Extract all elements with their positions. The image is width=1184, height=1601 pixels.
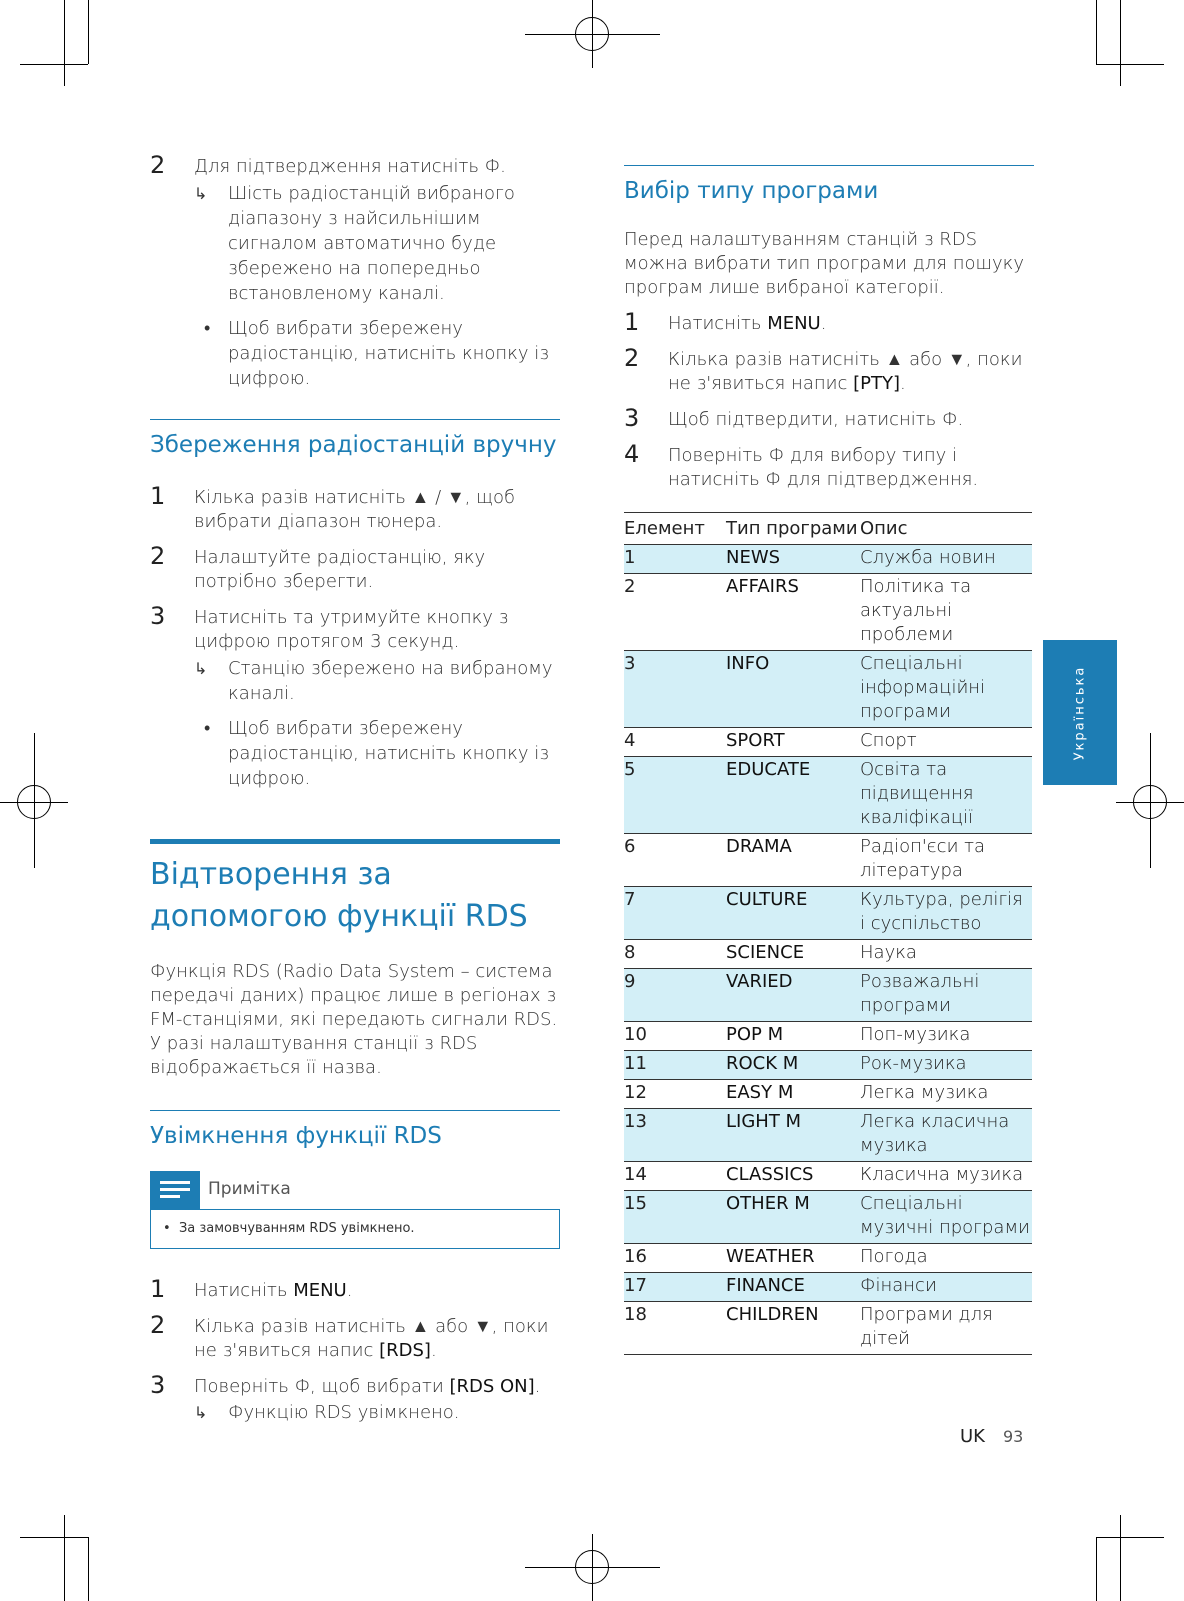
description-cell: Радіоп'єси та література [860,834,1032,887]
row-number-cell: 11 [624,1051,726,1080]
pty-intro-paragraph: Перед налаштуванням станцій з RDS можна вибрати тип програми для пошуку програм лише вибраної категорії. [624,229,1025,298]
program-type-cell: VARIED [726,969,860,1022]
description-cell: Фінанси [860,1273,1032,1302]
table-header: Тип програми [726,518,858,539]
bullet-icon: • [204,318,211,339]
footer-language: UK [960,1426,985,1447]
note-header [150,1171,560,1209]
enable-step-3: 3 Поверніть Ф, щоб вибрати [RDS ON]. ↳ Функцію RDS увімкнено. [150,1375,560,1425]
table-row [624,969,1032,1022]
pty-step-3: 3 Щоб підтвердити, натисніть Ф. [624,404,964,432]
program-type-cell: LIGHT M [726,1109,860,1162]
row-number-cell: 16 [624,1244,726,1273]
pty-step-2: 2 Кілька разів натисніть ▲ або ▼, поки не з'явиться напис [PTY]. [624,344,1023,394]
description-cell: Служба новин [860,545,1032,574]
bullet-icon: • [204,718,211,739]
description-cell: Культура, релігія і суспільство [860,887,1032,940]
description-cell: Легка музика [860,1080,1032,1109]
pty-step-4: 4 Поверніть Ф для вибору типу і натисніть Ф для підтвердження. [624,440,979,490]
section-heading-pty: Вибір типу програми [624,165,1034,206]
row-number-cell: 2 [624,574,726,651]
row-number-cell: 4 [624,728,726,757]
step-2 [150,151,560,391]
bullet-item: • Щоб вибрати збережену радіостанцію, натисніть кнопку із цифрою. [204,718,549,789]
manual-step-1: 1 Кілька разів натисніть ▲ / ▼, щоб вибрати діапазон тюнера. [150,482,516,532]
table-row [624,1191,1032,1244]
description-cell: Рок-музика [860,1051,1032,1080]
program-type-cell: NEWS [726,545,860,574]
description-cell: Погода [860,1244,1032,1273]
page-footer [960,1426,1023,1447]
table-row [624,545,1032,574]
table-row [624,1022,1032,1051]
program-type-cell: EASY M [726,1080,860,1109]
row-number-cell: 8 [624,940,726,969]
manual-steps [150,482,560,791]
table-row [624,1109,1032,1162]
note-icon [150,1171,200,1209]
enable-steps [150,1275,560,1425]
row-number-cell: 17 [624,1273,726,1302]
description-cell: Наука [860,940,1032,969]
right-column [624,165,1034,1355]
description-cell: Спеціальні музичні програми [860,1191,1032,1244]
language-side-tab [1043,640,1117,785]
row-number-cell: 10 [624,1022,726,1051]
result-item: ↳ Шість радіостанцій вибраного діапазону з найсильнішим сигналом автоматично буде збережено на попередньо встановленому каналі. [194,183,515,304]
program-type-cell: EDUCATE [726,757,860,834]
note [150,1171,560,1249]
program-type-cell: WEATHER [726,1244,860,1273]
table-row [624,574,1032,651]
page-number: 93 [1002,1427,1024,1446]
row-number-cell: 6 [624,834,726,887]
description-cell: Поп-музика [860,1022,1032,1051]
program-type-cell: DRAMA [726,834,860,887]
enable-step-2: 2 Кілька разів натисніть ▲ або ▼, поки не з'явиться напис [RDS]. [150,1311,549,1361]
section-heading-manual: Збереження радіостанцій вручну [150,419,560,460]
row-number-cell: 12 [624,1080,726,1109]
note-box [150,1209,560,1249]
program-type-cell: POP M [726,1022,860,1051]
section-heading-enable-rds: Увімкнення функції RDS [150,1110,560,1151]
row-number-cell: 18 [624,1302,726,1355]
table-row [624,1273,1032,1302]
description-cell: Розважальні програми [860,969,1032,1022]
program-type-cell: SPORT [726,728,860,757]
program-type-cell: SCIENCE [726,940,860,969]
language-tab-label: Українська [1072,665,1088,760]
manual-step-3: 3 Натисніть та утримуйте кнопку з цифрою протягом 3 секунд. ↳ Станцію збережено на вибраному каналі. • Щоб вибрати збережену радіостанцію, натисніть кнопку із цифрою. [150,606,560,791]
description-cell: Політика та актуальні проблеми [860,574,1032,651]
table-row [624,887,1032,940]
program-type-cell: CHILDREN [726,1302,860,1355]
description-cell: Легка класична музика [860,1109,1032,1162]
note-label: Примітка [208,1179,291,1199]
step-text: Для підтвердження натисніть Ф. [194,156,506,177]
chapter-heading-rds: Відтворення за допомогою функції RDS [150,839,560,938]
table-row [624,651,1032,728]
step-number: 2 [150,151,166,179]
table-row [624,1162,1032,1191]
description-cell: Спеціальні інформаційні програми [860,651,1032,728]
manual-step-2: 2 Налаштуйте радіостанцію, яку потрібно зберегти. [150,542,486,592]
table-row [624,1302,1032,1355]
result-item: ↳ Функцію RDS увімкнено. [194,1402,460,1423]
table-header-row [624,513,1032,545]
description-cell: Програми для дітей [860,1302,1032,1355]
pty-table [624,512,1032,1355]
table-header: Елемент [624,518,705,539]
table-row [624,757,1032,834]
bullet-icon: • [163,1221,179,1236]
table-row [624,1051,1032,1080]
program-type-cell: INFO [726,651,860,728]
enable-step-1: 1 Натисніть MENU. [150,1275,353,1303]
row-number-cell: 14 [624,1162,726,1191]
description-cell: Класична музика [860,1162,1032,1191]
note-text: За замовчуванням RDS увімкнено. [178,1221,415,1236]
row-number-cell: 15 [624,1191,726,1244]
row-number-cell: 3 [624,651,726,728]
program-type-cell: OTHER M [726,1191,860,1244]
bullet-item: • Щоб вибрати збережену радіостанцію, натисніть кнопку із цифрою. [204,318,549,389]
table-row [624,834,1032,887]
row-number-cell: 9 [624,969,726,1022]
table-row [624,1080,1032,1109]
program-type-cell: CULTURE [726,887,860,940]
result-arrow-icon: ↳ [194,184,208,203]
program-type-cell: FINANCE [726,1273,860,1302]
program-type-cell: ROCK M [726,1051,860,1080]
left-column [150,151,560,1425]
program-type-cell: AFFAIRS [726,574,860,651]
row-number-cell: 13 [624,1109,726,1162]
table-header: Опис [860,518,908,539]
description-cell: Спорт [860,728,1032,757]
result-item: ↳ Станцію збережено на вибраному каналі. [194,658,553,704]
rds-intro-paragraph: Функція RDS (Radio Data System – система передачі даних) працює лише в регіонах з FM-станціями, які передають сигнали RDS. У разі налаштування станції з RDS відображається її назва. [150,961,558,1078]
description-cell: Освіта та підвищення кваліфікації [860,757,1032,834]
row-number-cell: 7 [624,887,726,940]
table-row [624,940,1032,969]
pty-step-1: 1 Натисніть MENU. [624,308,827,336]
result-arrow-icon: ↳ [194,1403,208,1422]
table-body [624,545,1032,1355]
row-number-cell: 1 [624,545,726,574]
table-row [624,728,1032,757]
program-type-cell: CLASSICS [726,1162,860,1191]
pty-steps [624,308,1034,492]
result-arrow-icon: ↳ [194,659,208,678]
table-row [624,1244,1032,1273]
row-number-cell: 5 [624,757,726,834]
